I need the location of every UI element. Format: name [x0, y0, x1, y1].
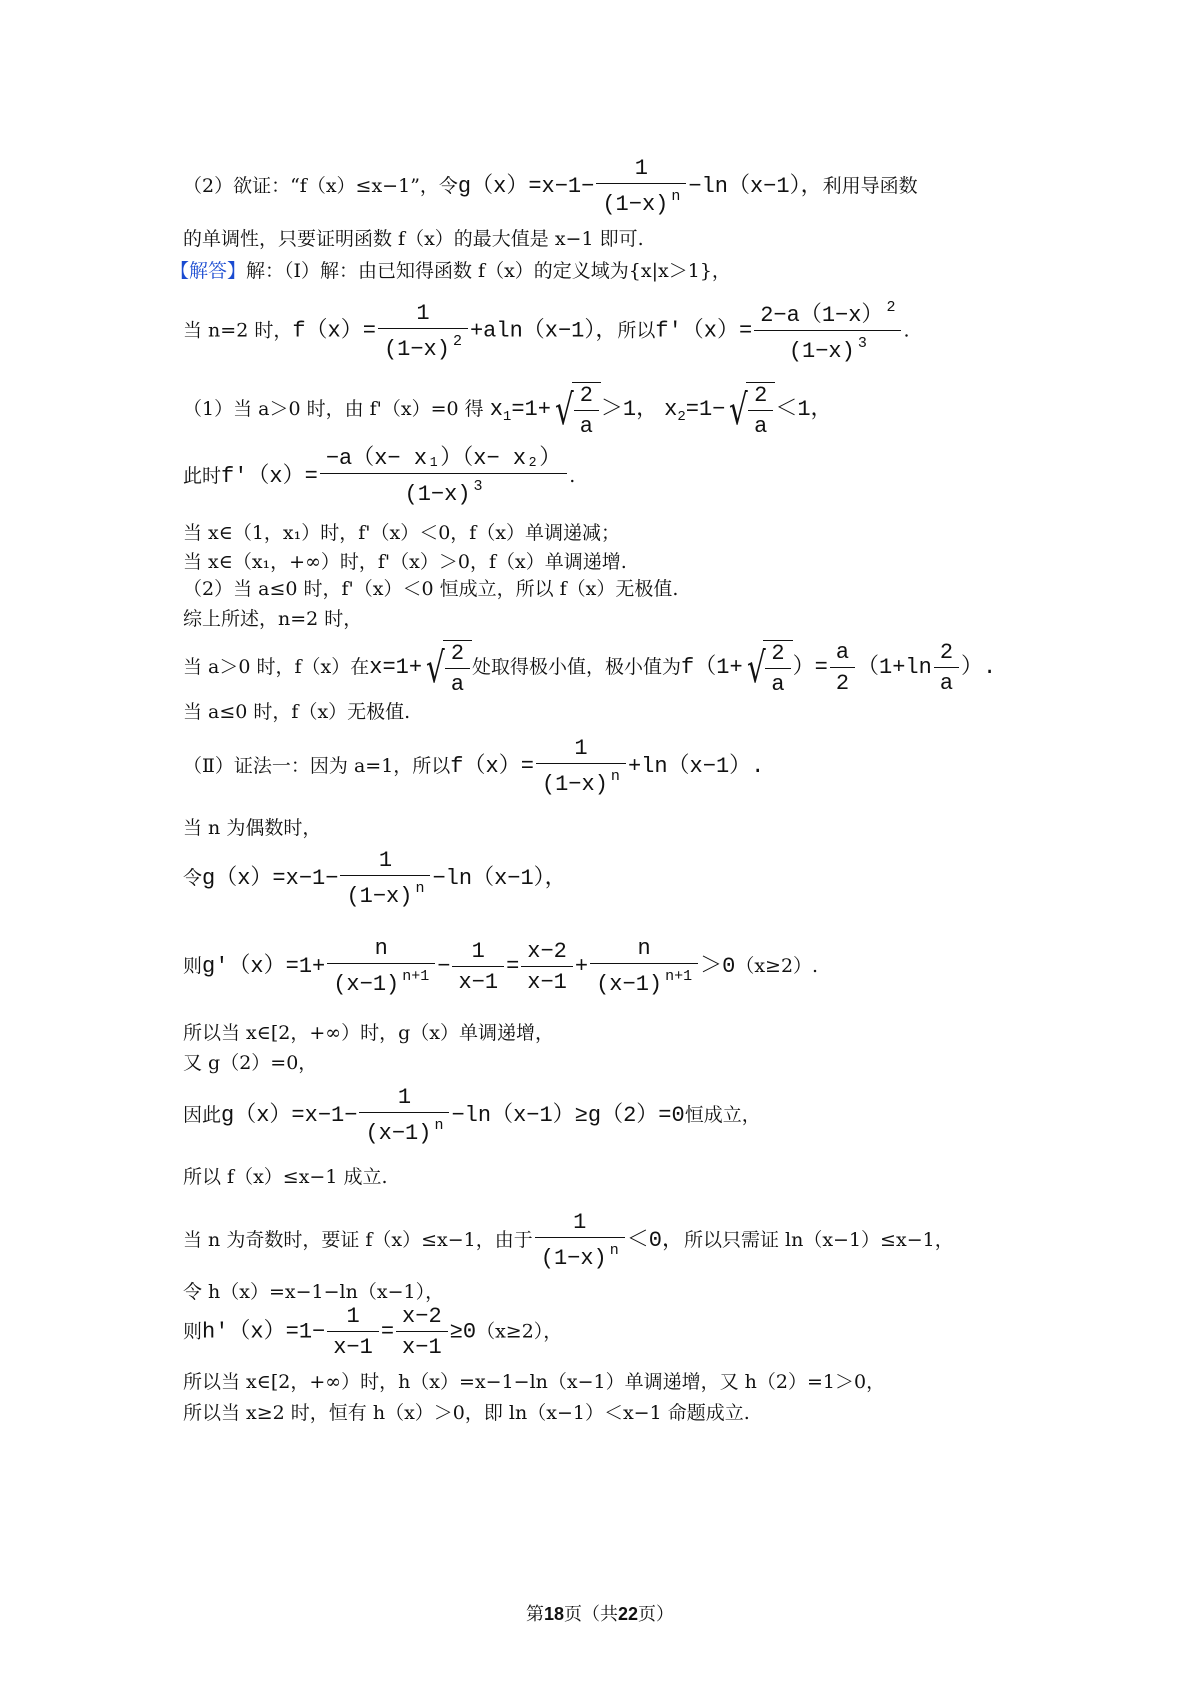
formula: ＞0: [700, 954, 736, 979]
fraction: [748, 385, 773, 438]
text-line: 所以当 x∈[2，+∞）时，h（x）=x−1−ln（x−1）单调递增，又 h（2）=1＞0，: [183, 1371, 886, 1393]
footer-middle: 页（共: [564, 1604, 618, 1625]
den-text: (1−x): [541, 772, 608, 797]
text-line: [183, 640, 996, 696]
exponent: 3: [473, 478, 483, 495]
denominator: x−1: [333, 1335, 373, 1360]
numerator: 1: [536, 738, 626, 764]
den-text: (1−x): [346, 884, 413, 909]
formula: x=1+: [369, 655, 423, 680]
denominator: [590, 964, 698, 996]
fraction: [320, 448, 567, 506]
op: =1+: [511, 397, 551, 422]
text-line: [183, 738, 764, 796]
text-line: 所以当 x∈[2，+∞）时，g（x）单调递增，: [183, 1022, 554, 1044]
numerator: 2: [574, 385, 599, 411]
fraction: [327, 1306, 379, 1359]
text-line: 当 x∈（x₁，+∞）时，f'（x）＞0，f（x）单调递增.: [183, 551, 627, 573]
denominator: [340, 876, 430, 908]
num-text: 2−a（1−x）: [760, 303, 884, 328]
text-line: 令 h（x）=x−1−ln（x−1），: [183, 1281, 445, 1303]
square-root: [725, 382, 775, 438]
denominator: [378, 329, 468, 361]
footer-suffix: 页）: [638, 1604, 675, 1625]
denominator: x−1: [527, 969, 567, 995]
fraction: [535, 1212, 625, 1270]
text: 恒成立，: [684, 1104, 761, 1126]
text-line: [183, 938, 818, 996]
fraction: [934, 639, 959, 696]
radical-sign: √: [426, 643, 445, 692]
exponent: 3: [857, 335, 867, 352]
formula: ≥0: [449, 1319, 477, 1345]
fraction: [359, 1087, 449, 1145]
formula: g′（x）=1+: [202, 954, 326, 979]
denominator: [596, 184, 686, 216]
radical-sign: √: [554, 385, 574, 434]
text: 解：（Ⅰ）解：由已知得函数 f（x）的定义域为{x|x＞1}，: [246, 260, 731, 282]
numerator: n: [327, 938, 435, 964]
fraction: [596, 158, 686, 216]
text-line: 当 x∈（1，x₁）时，f'（x）＜0，f（x）单调递减；: [183, 522, 621, 544]
denominator: a: [771, 672, 785, 697]
numerator: 1: [327, 1306, 379, 1332]
text-line: 当 a≤0 时，f（x）无极值.: [183, 701, 411, 723]
numerator: 2: [934, 642, 959, 668]
den-text: (x−1): [365, 1121, 432, 1146]
formula: g（x）=x−1−: [457, 174, 595, 199]
formula: ＜1，: [775, 397, 833, 422]
text-line: （2）当 a≤0 时，f'（x）＜0 恒成立，所以 f（x）无极值.: [183, 578, 679, 600]
formula: [489, 397, 551, 425]
fraction: [536, 738, 626, 796]
denominator: 2: [835, 670, 850, 696]
denominator: [754, 331, 901, 363]
var: x: [489, 397, 503, 422]
numerator: a: [830, 642, 855, 668]
text-line: 所以 f（x）≤x−1 成立.: [183, 1166, 388, 1188]
formula: ＜0，: [626, 1228, 684, 1253]
radical-sign: √: [746, 643, 766, 692]
fraction: [327, 938, 435, 996]
fraction: [378, 300, 468, 362]
square-root: [743, 640, 793, 696]
denominator: [320, 474, 567, 506]
radicand: [443, 640, 472, 696]
radicand: [746, 382, 775, 438]
op: =1−: [685, 397, 726, 422]
numerator: [754, 300, 901, 331]
numerator: 1: [340, 850, 430, 876]
radical-sign: √: [729, 385, 749, 434]
radicand: [572, 382, 601, 438]
numerator: x−2: [396, 1306, 448, 1332]
numerator: 1: [378, 303, 468, 329]
text: 当 n=2 时，: [183, 319, 293, 342]
formula: [664, 397, 726, 425]
formula: −ln（x−1）≥g（2）=0: [451, 1103, 685, 1128]
text-line: [183, 850, 567, 908]
fraction: [754, 300, 901, 363]
denominator: x−1: [402, 1335, 442, 1360]
numerator: 2: [748, 385, 773, 411]
fraction: [521, 938, 573, 995]
text: 处取得极小值，极小值为: [472, 656, 682, 678]
text-line: [183, 382, 833, 438]
text: 所以只需证 ln（x−1）≤x−1，: [683, 1229, 954, 1251]
page-number: 18: [543, 1604, 564, 1624]
exponent: n: [609, 1242, 619, 1259]
exponent: 2: [452, 332, 462, 350]
solution-tag: 【解答】: [170, 260, 247, 282]
denominator: x−1: [458, 969, 499, 995]
formula: f（1+: [681, 655, 743, 680]
text: 此时: [183, 465, 222, 487]
numerator: 1: [596, 158, 686, 184]
text-line: 的单调性，只要证明函数 f（x）的最大值是 x−1 即可.: [183, 228, 644, 250]
total-pages: 22: [618, 1604, 639, 1624]
fraction: [340, 850, 430, 908]
text: 当 a＞0 时，f（x）在: [183, 656, 370, 678]
var: x: [664, 397, 678, 422]
exponent: n: [610, 768, 620, 785]
fraction: [574, 385, 599, 438]
subscript: 2: [677, 409, 686, 425]
formula: （1+ln: [857, 655, 932, 680]
formula: −: [437, 954, 451, 979]
den-text: (1−x): [404, 482, 471, 507]
formula: h′（x）=1−: [202, 1319, 326, 1345]
formula: −ln（x−1），: [688, 174, 823, 199]
radicand: [763, 640, 792, 696]
denominator: [359, 1113, 449, 1145]
exponent: n: [671, 188, 681, 205]
formula: +: [574, 954, 589, 979]
text: 所以: [617, 319, 656, 342]
footer-prefix: 第: [525, 1604, 544, 1625]
numerator: x−2: [521, 941, 573, 967]
square-root: [422, 640, 472, 696]
formula: g（x）=x−1−: [202, 866, 339, 891]
fraction: [590, 938, 698, 996]
text: 因此: [183, 1104, 222, 1126]
text-line: 当 n 为偶数时，: [183, 817, 322, 839]
fraction: [830, 639, 855, 696]
formula: g（x）=x−1−: [221, 1103, 358, 1128]
text-line: [183, 1087, 761, 1145]
den-text: (x−1): [333, 972, 400, 997]
numerator: 1: [452, 941, 504, 967]
denominator: a: [754, 414, 768, 439]
text: 当 n 为奇数时，要证 f（x）≤x−1，由于: [183, 1229, 533, 1251]
formula: +aln（x−1），: [469, 318, 618, 344]
formula: f′（x）=: [221, 464, 318, 489]
text-line: 综上所述，n=2 时，: [183, 608, 363, 630]
den-text: (1−x): [540, 1246, 607, 1271]
text: （x≥2）.: [735, 955, 819, 977]
formula: −ln（x−1），: [432, 866, 567, 891]
text-line: [183, 1212, 954, 1270]
text: （Ⅱ）证法一：因为 a=1，所以: [183, 755, 451, 777]
formula: f（x）=: [292, 318, 376, 344]
formula: ）=: [792, 655, 828, 680]
text-line: 又 g（2）=0，: [183, 1052, 318, 1074]
solution-heading-line: [170, 262, 731, 281]
subscript: 1: [502, 409, 512, 425]
exponent: 2: [886, 299, 896, 316]
formula: f（x）=: [450, 754, 534, 779]
text-line: 所以当 x≥2 时，恒有 h（x）＞0，即 ln（x−1）＜x−1 命题成立.: [183, 1402, 750, 1424]
square-root: [551, 382, 601, 438]
text: 令: [183, 867, 203, 889]
numerator: 2: [445, 643, 470, 669]
numerator: 2: [765, 643, 790, 669]
page-footer: [0, 1600, 1200, 1626]
exponent: n+1: [665, 968, 693, 985]
text: （1）当 a＞0 时，由 f'（x）=0 得: [183, 398, 484, 420]
numerator: 1: [359, 1087, 449, 1113]
text: 则: [183, 955, 203, 977]
text-line: [183, 300, 910, 363]
den-text: (1−x): [602, 192, 669, 217]
fraction: [396, 1306, 448, 1359]
numerator: −a（x− x₁）（x− x₂）: [320, 448, 567, 474]
text: 则: [183, 1320, 203, 1343]
denominator: [535, 1238, 625, 1270]
den-text: (x−1): [596, 972, 663, 997]
fraction: [452, 938, 504, 995]
fraction: [445, 643, 470, 696]
denominator: a: [939, 670, 954, 696]
text-line: [183, 1306, 562, 1359]
formula: +ln（x−1）.: [627, 754, 765, 779]
text-line: [183, 448, 575, 506]
numerator: 1: [535, 1212, 625, 1238]
formula: f′（x）=: [655, 318, 753, 344]
numerator: n: [590, 938, 698, 964]
denominator: a: [450, 672, 465, 697]
exponent: n: [434, 1117, 444, 1134]
denominator: a: [579, 414, 593, 439]
formula: ）.: [961, 655, 997, 680]
denominator: [327, 964, 435, 996]
denominator: [536, 764, 626, 796]
text: （2）欲证：“f（x）≤x−1”，令: [183, 175, 458, 197]
text: .: [569, 465, 576, 487]
fraction: [765, 643, 790, 696]
text: 利用导函数: [822, 175, 918, 197]
exponent: n: [415, 880, 425, 897]
den-text: (1−x): [383, 336, 450, 362]
text-line: [183, 158, 918, 216]
exponent: n+1: [402, 968, 430, 985]
den-text: (1−x): [788, 339, 855, 364]
formula: ＞1，: [600, 397, 659, 422]
text: .: [903, 319, 910, 342]
formula: =: [380, 1319, 395, 1345]
text: （x≥2），: [476, 1320, 563, 1343]
formula: =: [506, 954, 520, 979]
